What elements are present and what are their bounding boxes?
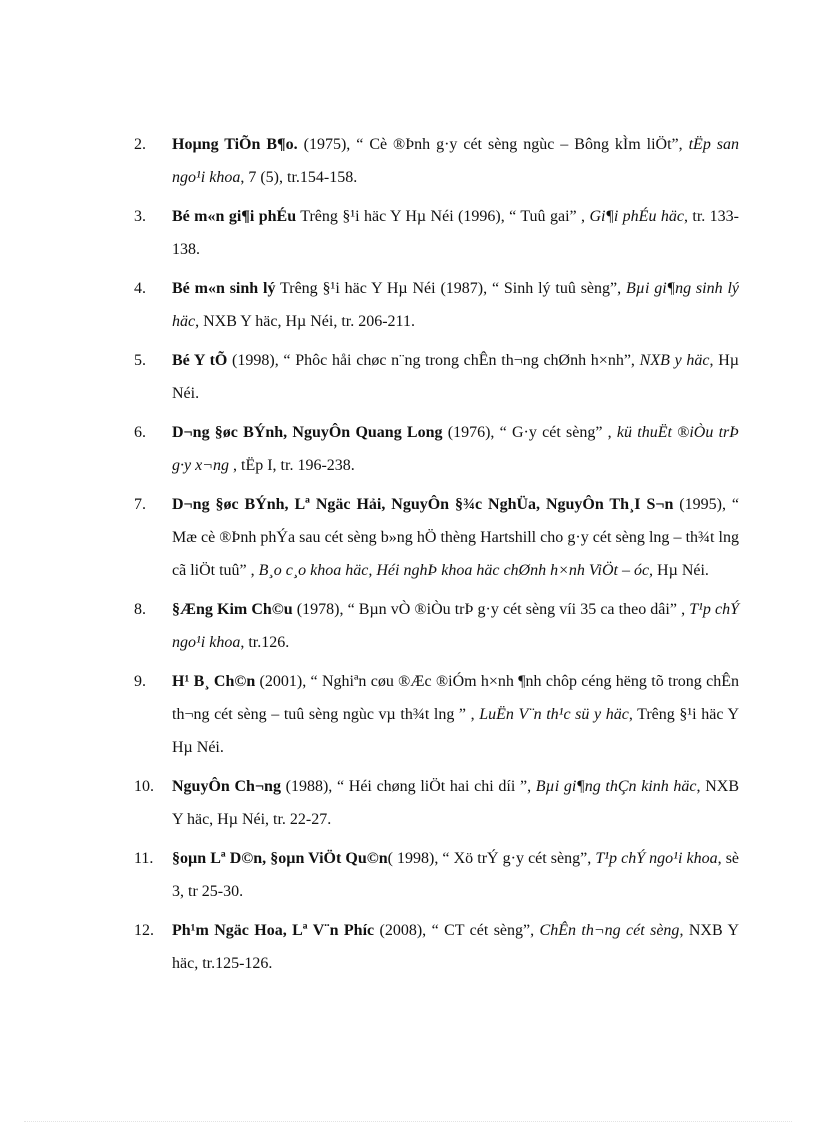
reference-number: 11. [134, 850, 154, 867]
reference-item [134, 416, 739, 482]
reference-source: Bµi gi¶ng sinh lý häc [172, 280, 740, 330]
reference-list [134, 128, 739, 986]
reference-source: T¹p chÝ ngo¹i khoa [595, 850, 718, 867]
reference-item [134, 272, 739, 338]
reference-tail: , tr. 133-138. [172, 208, 740, 258]
reference-text: (1995), “ Mæ cè ®Þnh phÝa sau cét sèng b»ng hÖ thèng Hartshill cho g·y cét sèng lng – th¾t lng cã liÖt tuû” , [172, 496, 739, 579]
reference-author: H¹ B¸ Ch©n [172, 673, 256, 690]
reference-tail: , NXB Y häc, tr.125-126. [172, 922, 739, 972]
reference-author: Bé m«n sinh lý [172, 280, 276, 297]
reference-author: D¬ng §øc BÝnh, NguyÔn Quang Long [172, 424, 443, 441]
reference-text: (2001), “ Nghiªn cøu ®Æc ®iÓm h×nh ¶nh chôp céng hëng tõ trong chÊn th¬ng cét sèng – tuû sèng ngùc vµ th¾t lng ” , [172, 673, 739, 723]
reference-author: Ph¹m Ngäc Hoa, Lª V¨n Phíc [172, 922, 375, 939]
reference-number: 6. [134, 424, 146, 441]
reference-number: 4. [134, 280, 146, 297]
reference-tail: , Hµ Néi. [172, 352, 740, 402]
reference-tail: Hµ Néi. [653, 562, 709, 579]
reference-number: 5. [134, 352, 146, 369]
reference-item [134, 914, 739, 980]
reference-author: Bé Y tÕ [172, 352, 228, 369]
reference-author: Bé m«n gi¶i phÉu [172, 208, 297, 225]
reference-source: NXB y häc [639, 352, 710, 369]
reference-tail: , 7 (5), tr.154-158. [240, 169, 358, 186]
reference-source: ChÊn th¬ng cét sèng [539, 922, 680, 939]
reference-text: (1976), “ G·y cét sèng” , [442, 424, 617, 441]
reference-source: tËp san ngo¹i khoa [172, 136, 739, 186]
reference-tail: , NXB Y häc, Hµ Néi, tr. 22-27. [172, 778, 739, 828]
reference-item [134, 488, 739, 587]
reference-tail: , Trêng §¹i häc Y Hµ Néi. [172, 706, 740, 756]
reference-item [134, 128, 739, 194]
reference-number: 2. [134, 136, 146, 153]
reference-item [134, 344, 739, 410]
reference-author: D¬ng §øc BÝnh, Lª Ngäc Hải, NguyÔn §¾c NghÜa, NguyÔn Th¸I S¬n [172, 496, 674, 513]
reference-tail: , tËp I, tr. 196-238. [229, 457, 355, 474]
reference-text: (1988), “ Héi chøng liÖt hai chi díi ”, [280, 778, 536, 795]
reference-source: Bµi gi¶ng thÇn kinh häc [535, 778, 697, 795]
reference-source: kü thuËt ®iÒu trÞ g·y x¬ng [172, 424, 740, 474]
reference-tail: , sè 3, tr 25-30. [172, 850, 740, 900]
reference-source: Gi¶i phÉu häc [589, 208, 684, 225]
reference-source: LuËn V¨n th¹c sü y häc [479, 706, 629, 723]
reference-text: (1998), “ Phôc håi chøc n¨ng trong chÊn th¬ng chØnh h×nh”, [227, 352, 640, 369]
reference-number: 7. [134, 496, 146, 513]
reference-item [134, 842, 739, 908]
reference-text: (1975), “ Cè ®Þnh g·y cét sèng ngùc – Bông kÌm liÖt”, [297, 136, 689, 153]
reference-number: 12. [134, 922, 154, 939]
reference-text: Trêng §¹i häc Y Hµ Néi (1987), “ Sinh lý tuû sèng”, [275, 280, 626, 297]
reference-source: B¸o c¸o khoa häc, Héi nghÞ khoa häc chØnh h×nh ViÖt – óc, [258, 562, 654, 579]
reference-text: (1978), “ Bµn vÒ ®iÒu trÞ g·y cét sèng víi 35 ca theo dâi” , [292, 601, 690, 618]
reference-number: 3. [134, 208, 146, 225]
reference-tail: , tr.126. [240, 634, 290, 651]
reference-item [134, 665, 739, 764]
reference-author: Hoµng TiÕn B¶o. [172, 136, 298, 153]
reference-number: 9. [134, 673, 146, 690]
reference-text: ( 1998), “ Xö trÝ g·y cét sèng”, [387, 850, 596, 867]
reference-text: (2008), “ CT cét sèng”, [374, 922, 540, 939]
reference-item [134, 200, 739, 266]
reference-author: §Æng Kim Ch©u [172, 601, 293, 618]
reference-tail: , NXB Y häc, Hµ Néi, tr. 206-211. [195, 313, 415, 330]
reference-text: Trêng §¹i häc Y Hµ Néi (1996), “ Tuû gai” , [296, 208, 590, 225]
reference-author: NguyÔn Ch¬ng [172, 778, 281, 795]
reference-number: 8. [134, 601, 146, 618]
reference-author: §oµn Lª D©n, §oµn ViÖt Qu©n [172, 850, 388, 867]
reference-item [134, 770, 739, 836]
page-footer-divider [24, 1121, 792, 1122]
reference-item [134, 593, 739, 659]
reference-source: T¹p chÝ ngo¹i khoa [172, 601, 740, 651]
reference-number: 10. [134, 778, 154, 795]
